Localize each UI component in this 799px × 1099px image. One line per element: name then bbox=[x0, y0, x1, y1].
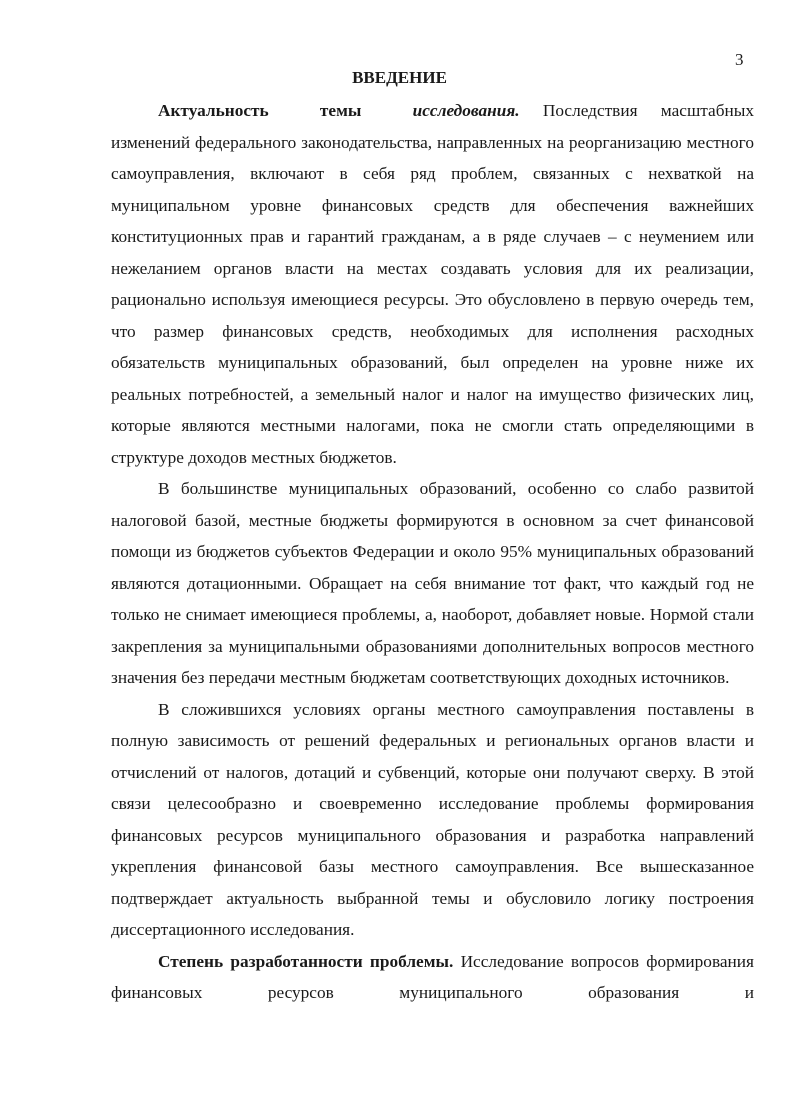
paragraph-text: В большинстве муниципальных образований, особенно со слабо развитой налоговой базой, местные бюджеты формируются в основном за счет финансовой помощи из бюджетов субъектов Федерации и около 95% муниципальных образований являются дотационными. Обращает на себя внимание тот факт, что каждый год не только не снимает имеющиеся проблемы, а, наоборот, добавляет новые. Нормой стали закрепления за муниципальными образованиями дополнительных вопросов местного значения без передачи местным бюджетам соответствующих доходных источников. bbox=[111, 479, 754, 687]
page-number: 3 bbox=[735, 50, 744, 69]
document-body bbox=[111, 95, 754, 1009]
paragraph-relevance bbox=[111, 95, 754, 473]
relevance-heading: Актуальность темы bbox=[158, 101, 362, 120]
paragraph-degree-of-development bbox=[111, 946, 754, 1009]
paragraph-conditions bbox=[111, 694, 754, 946]
paragraph-text: В сложившихся условиях органы местного самоуправления поставлены в полную зависимость от решений федеральных и региональных органов власти и отчислений от налогов, дотаций и субвенций, которые они получают сверху. В этой связи целесообразно и своевременно исследование проблемы формирования финансовых ресурсов муниципального образования и разработка направлений укрепления финансовой базы местного самоуправления. Все вышесказанное подтверждает актуальность выбранной темы и обусловило логику построения диссертационного исследования. bbox=[111, 699, 754, 939]
relevance-heading-italic: исследования. bbox=[412, 101, 520, 120]
page-title: ВВЕДЕНИЕ bbox=[352, 68, 447, 87]
degree-heading: Степень разработанности проблемы. bbox=[158, 951, 454, 971]
paragraph-text: Последствия масштабных изменений федерального законодательства, направленных на реорганизацию местного самоуправления, включают в себя ряд проблем, связанных с нехваткой на муниципальном уровне финансовых средств для обеспечения важнейших конституционных прав и гарантий гражданам, а в ряде случаев – с неумением или нежеланием органов власти на местах создавать условия для их реализации, рационально используя имеющиеся ресурсы. Это обусловлено в первую очередь тем, что размер финансовых средств, необходимых для исполнения расходных обязательств муниципальных образований, был определен на уровне ниже их реальных потребностей, а земельный налог и налог на имущество физических лиц, которые являются местными налогами, пока не смогли стать определяющими в структуре доходов местных бюджетов. bbox=[111, 101, 754, 467]
paragraph-text: Исследование вопросов формирования финансовых ресурсов муниципального образования и bbox=[111, 951, 754, 1002]
paragraph-municipal-budgets bbox=[111, 473, 754, 694]
